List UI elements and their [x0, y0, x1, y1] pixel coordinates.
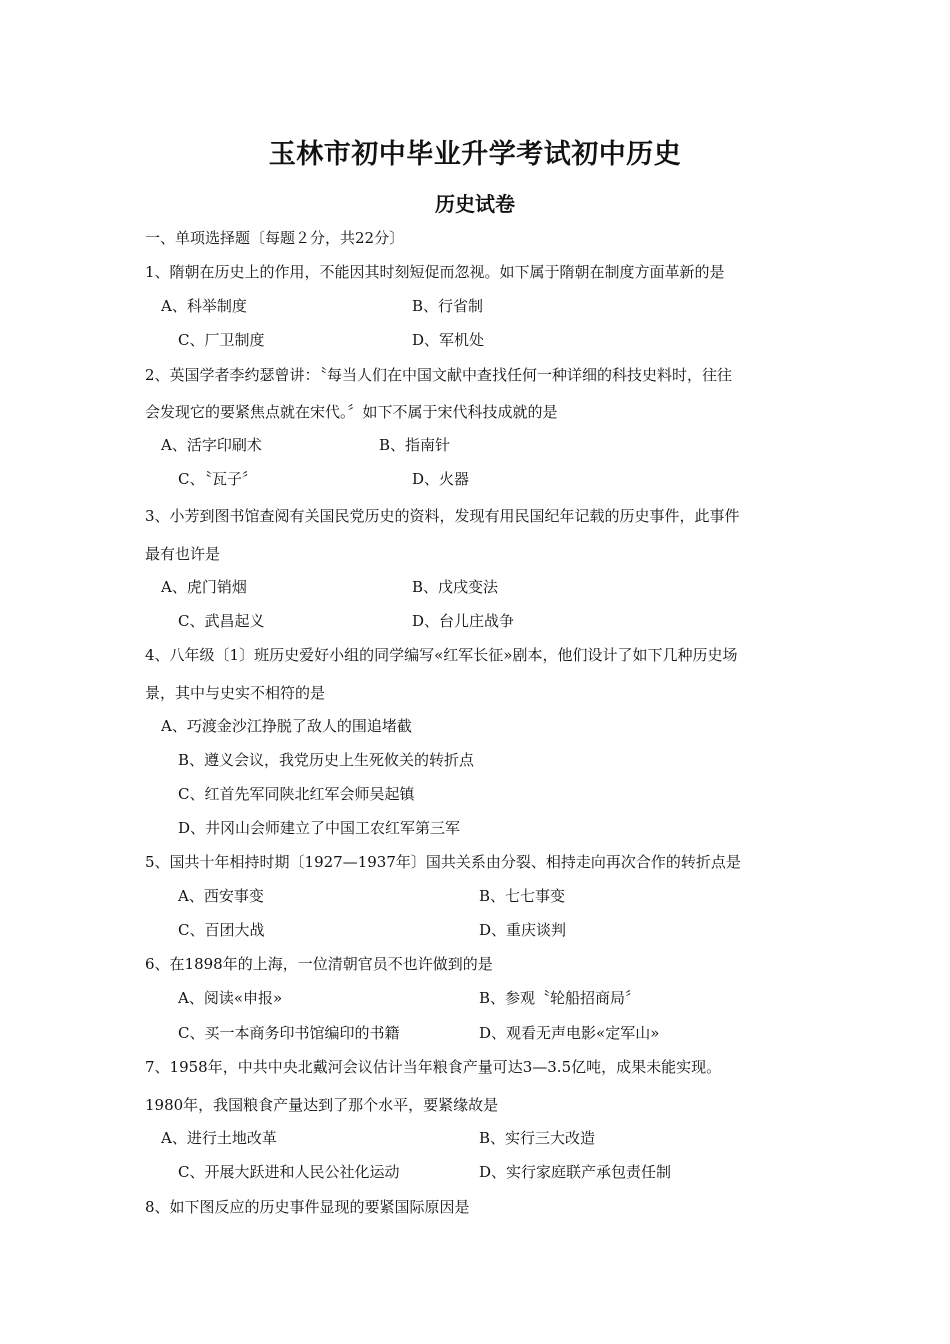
- question-2-option-a: A、活字印刷术: [161, 436, 262, 454]
- question-4-option-d: D、井冈山会师建立了中国工农红军第三军: [178, 819, 461, 837]
- question-6-stem: 6、在1898年的上海，一位清朝官员不也许做到的是: [145, 955, 493, 973]
- question-5-option-d: D、重庆谈判: [479, 921, 567, 939]
- question-3-option-c: C、武昌起义: [178, 612, 265, 630]
- question-2-option-d: D、火器: [412, 470, 470, 488]
- question-6-option-c: C、买一本商务印书馆编印的书籍: [178, 1024, 400, 1042]
- page-subtitle: 历史试卷: [435, 192, 515, 216]
- question-3-option-b: B、戊戌变法: [412, 578, 499, 596]
- question-7-stem-line-1: 7、1958年，中共中央北戴河会议估计当年粮食产量可达3—3.5亿吨，成果未能实现。: [145, 1058, 722, 1076]
- question-5-option-c: C、百团大战: [178, 921, 265, 939]
- question-1-option-d: D、军机处: [412, 331, 485, 349]
- question-6-option-b: B、参观〝轮船招商局〞: [479, 989, 641, 1007]
- page-title: 玉林市初中毕业升学考试初中历史: [268, 139, 682, 170]
- question-2-option-c: C、〝瓦子〞: [178, 470, 257, 488]
- question-1-option-a: A、科举制度: [161, 297, 247, 315]
- question-4-option-b: B、遵义会议，我党历史上生死攸关的转折点: [178, 751, 475, 769]
- question-5-option-a: A、西安事变: [178, 887, 264, 905]
- question-2-stem-line-2: 会发现它的要紧焦点就在宋代。〞如下不属于宋代科技成就的是: [145, 403, 558, 421]
- question-3-stem-line-2: 最有也许是: [145, 545, 221, 563]
- question-3-stem-line-1: 3、小芳到图书馆查阅有关国民党历史的资料，发现有用民国纪年记载的历史事件，此事件: [145, 507, 740, 525]
- question-7-option-c: C、开展大跃进和人民公社化运动: [178, 1163, 400, 1181]
- question-4-stem-line-2: 景，其中与史实不相符的是: [145, 684, 326, 702]
- question-2-option-b: B、指南针: [379, 436, 451, 454]
- question-7-option-d: D、实行家庭联产承包责任制: [479, 1163, 672, 1181]
- question-1-option-c: C、厂卫制度: [178, 331, 265, 349]
- question-3-option-a: A、虎门销烟: [161, 578, 247, 596]
- section-heading: 一、单项选择题〔每题２分，共22分〕: [145, 229, 405, 247]
- question-6-option-a: A、阅读«申报»: [178, 989, 283, 1007]
- question-8-stem: 8、如下图反应的历史事件显现的要紧国际原因是: [145, 1198, 470, 1216]
- question-7-option-a: A、进行土地改革: [161, 1129, 277, 1147]
- question-4-option-a: A、巧渡金沙江挣脱了敌人的围追堵截: [161, 717, 412, 735]
- question-4-option-c: C、红首先军同陕北红军会师吴起镇: [178, 785, 415, 803]
- question-2-stem-line-1: 2、英国学者李约瑟曾讲：〝每当人们在中国文献中查找任何一种详细的科技史料时，往往: [145, 366, 733, 384]
- question-7-stem-line-2: 1980年，我国粮食产量达到了那个水平，要紧缘故是: [145, 1096, 499, 1114]
- question-6-option-d: D、观看无声电影«定军山»: [479, 1024, 660, 1042]
- question-4-stem-line-1: 4、八年级〔1〕班历史爱好小组的同学编写«红军长征»剧本，他们设计了如下几种历史场: [145, 646, 738, 664]
- question-3-option-d: D、台儿庄战争: [412, 612, 515, 630]
- question-1-stem: 1、隋朝在历史上的作用，不能因其时刻短促而忽视。如下属于隋朝在制度方面革新的是: [145, 263, 725, 281]
- question-7-option-b: B、实行三大改造: [479, 1129, 596, 1147]
- question-5-option-b: B、七七事变: [479, 887, 566, 905]
- question-5-stem: 5、国共十年相持时期〔1927—1937年〕国共关系由分裂、相持走向再次合作的转折点是: [145, 853, 741, 871]
- question-1-option-b: B、行省制: [412, 297, 484, 315]
